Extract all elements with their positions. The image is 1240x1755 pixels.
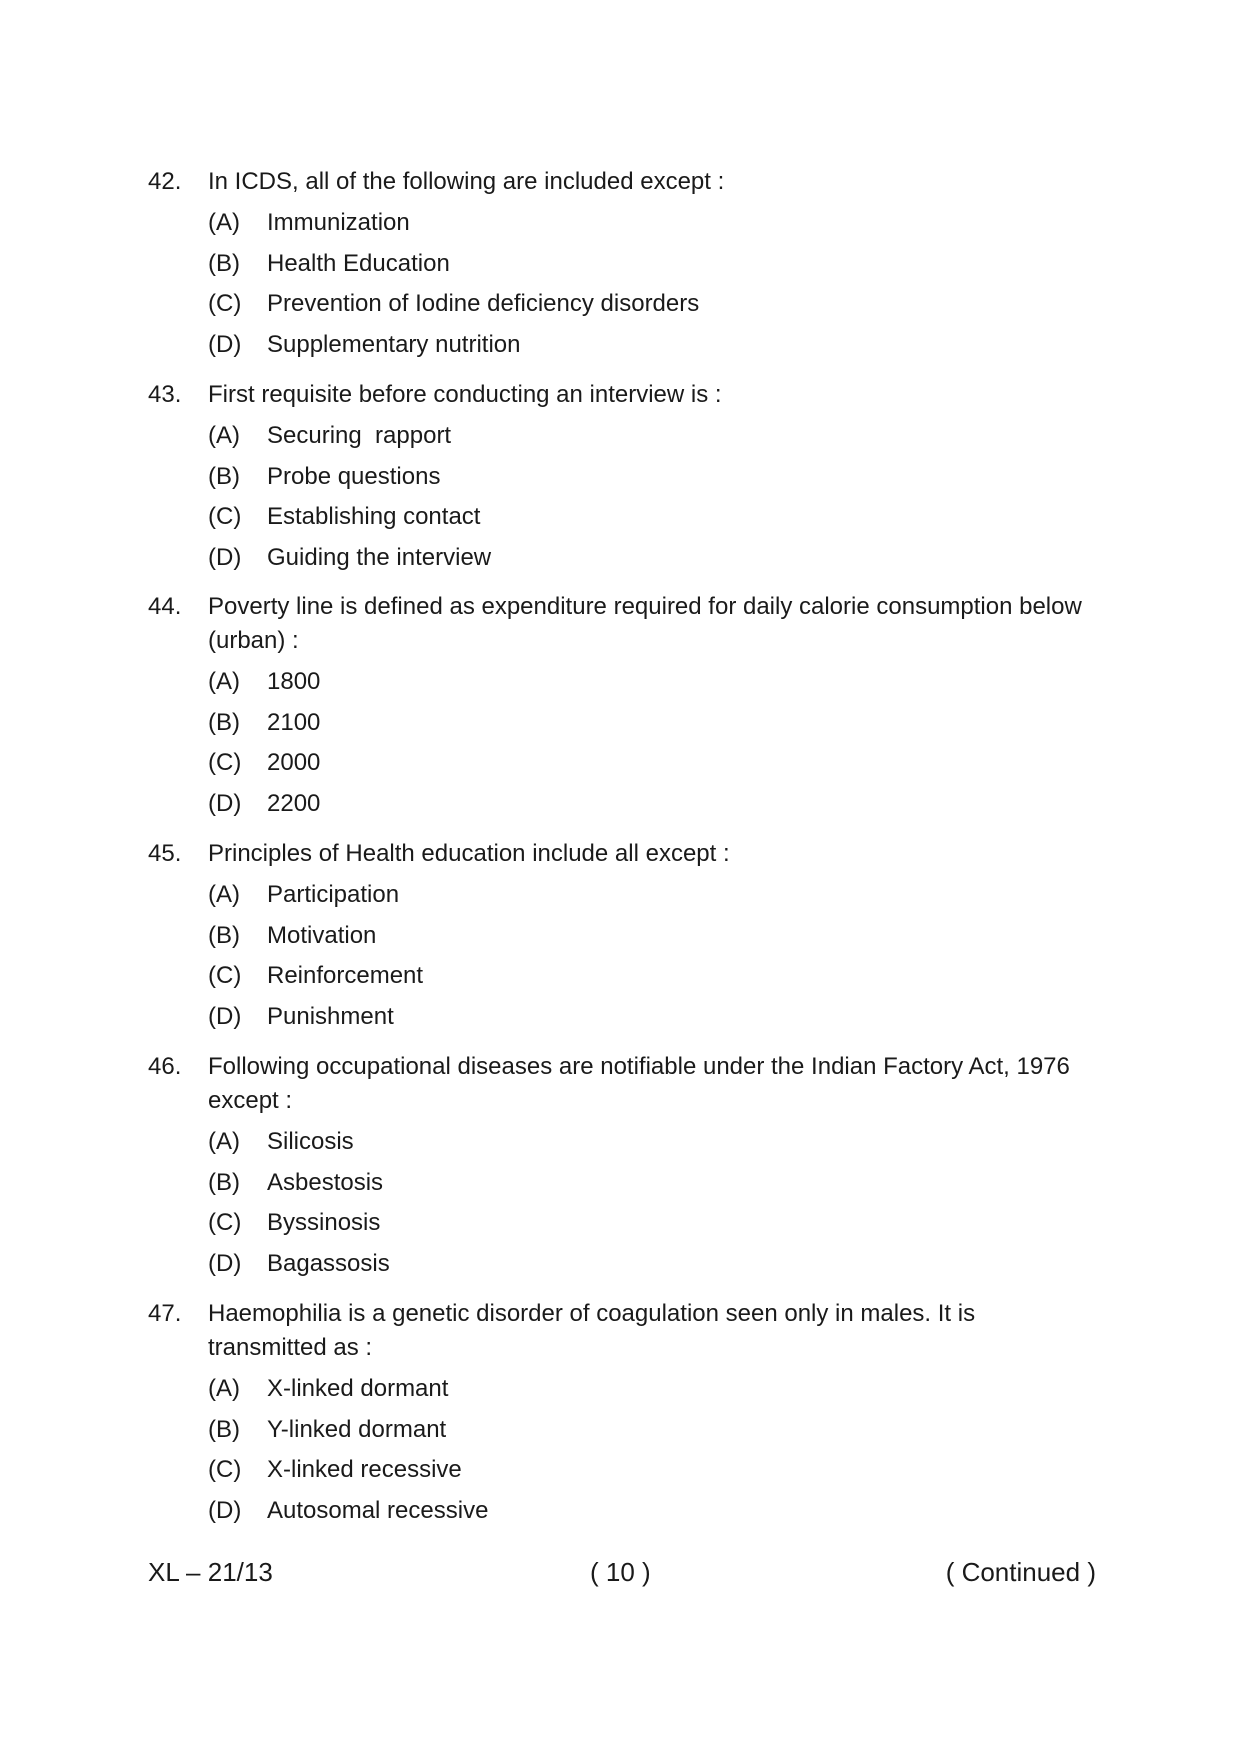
question-text: Principles of Health education include all except : [208,840,730,867]
option-label: (B) [208,1415,240,1443]
option-b [208,460,1098,494]
option-label: (D) [208,1249,242,1277]
option-label: (D) [208,1002,242,1030]
question-number: 44. [148,593,182,620]
option-c [208,746,1098,780]
option-text: 2100 [267,708,321,736]
option-text: 2000 [267,749,321,776]
option-label: (B) [208,462,240,490]
option-label: (B) [208,1168,240,1196]
option-text: Autosomal recessive [267,1496,489,1524]
option-list [208,1372,1098,1528]
option-label: (A) [208,668,240,695]
question-43 [148,378,1098,581]
question-head [148,1050,1098,1118]
question-45 [148,837,1098,1040]
question-text: Haemophilia is a genetic disorder of coagulation seen only in males. It is transmitted as : [208,1300,976,1361]
option-label: (D) [208,1496,242,1524]
option-text: Establishing contact [267,503,481,530]
option-label: (C) [208,1209,242,1236]
question-46 [148,1050,1098,1287]
option-text: Bagassosis [267,1249,390,1277]
option-text: 1800 [267,668,321,695]
question-text: In ICDS, all of the following are included except : [208,168,725,195]
question-text: First requisite before conducting an interview is : [208,381,722,408]
question-text: Poverty line is defined as expenditure required for daily calorie consumption below (urban) : [208,593,1082,654]
option-label: (C) [208,1456,242,1483]
option-text: Byssinosis [267,1209,381,1236]
option-d [208,328,1098,362]
option-a [208,665,1098,699]
option-b [208,706,1098,740]
option-text: Immunization [267,209,410,236]
option-label: (B) [208,708,240,736]
option-c [208,1453,1098,1487]
option-text: Participation [267,881,400,908]
option-label: (C) [208,503,242,530]
option-text: X-linked dormant [267,1375,449,1402]
option-label: (D) [208,789,242,817]
question-head [148,837,1098,871]
question-number: 47. [148,1300,182,1327]
option-text: Y-linked dormant [267,1415,447,1443]
option-text: Supplementary nutrition [267,330,521,358]
option-label: (A) [208,1128,240,1155]
option-d [208,1000,1098,1034]
question-47 [148,1297,1098,1534]
option-label: (A) [208,422,240,449]
option-d [208,1494,1098,1528]
option-a [208,1372,1098,1406]
option-label: (A) [208,1375,240,1402]
option-b [208,247,1098,281]
question-42 [148,165,1098,368]
option-d [208,541,1098,575]
option-label: (A) [208,209,240,236]
option-text: Probe questions [267,462,441,490]
question-head [148,1297,1098,1365]
option-label: (D) [208,330,242,358]
option-label: (A) [208,881,240,908]
paper-code: XL – 21/13 [148,1557,273,1587]
option-label: (C) [208,290,242,317]
option-label: (C) [208,962,242,989]
option-c [208,959,1098,993]
option-b [208,919,1098,953]
option-text: Reinforcement [267,962,424,989]
question-number: 43. [148,381,182,408]
option-text: Punishment [267,1002,394,1030]
option-d [208,1247,1098,1281]
option-text: Prevention of Iodine deficiency disorders [267,290,700,317]
question-number: 45. [148,840,182,867]
page-number: ( 10 ) [590,1557,651,1587]
option-text: 2200 [267,789,321,817]
option-text: Guiding the interview [267,543,492,571]
option-c [208,287,1098,321]
option-c [208,500,1098,534]
question-head [148,165,1098,199]
option-a [208,1125,1098,1159]
continued-label: ( Continued ) [945,1557,1096,1587]
page-footer [148,1555,1096,1589]
option-a [208,419,1098,453]
option-list [208,1125,1098,1281]
option-b [208,1413,1098,1447]
option-list [208,206,1098,362]
option-list [208,665,1098,821]
option-b [208,1166,1098,1200]
question-text: Following occupational diseases are notifiable under the Indian Factory Act, 1976 except : [208,1053,1070,1114]
option-list [208,419,1098,575]
option-text: Asbestosis [267,1168,384,1196]
option-text: Motivation [267,921,377,949]
question-number: 46. [148,1053,182,1080]
option-text: Silicosis [267,1128,354,1155]
question-44 [148,590,1098,827]
option-text: Health Education [267,249,450,277]
question-head [148,378,1098,412]
option-d [208,787,1098,821]
option-c [208,1206,1098,1240]
option-text: X-linked recessive [267,1456,462,1483]
option-text: Securing rapport [267,422,452,449]
question-number: 42. [148,168,182,195]
option-label: (B) [208,921,240,949]
option-label: (D) [208,543,242,571]
option-a [208,206,1098,240]
option-label: (C) [208,749,242,776]
option-a [208,878,1098,912]
question-head [148,590,1098,658]
option-label: (B) [208,249,240,277]
option-list [208,878,1098,1034]
